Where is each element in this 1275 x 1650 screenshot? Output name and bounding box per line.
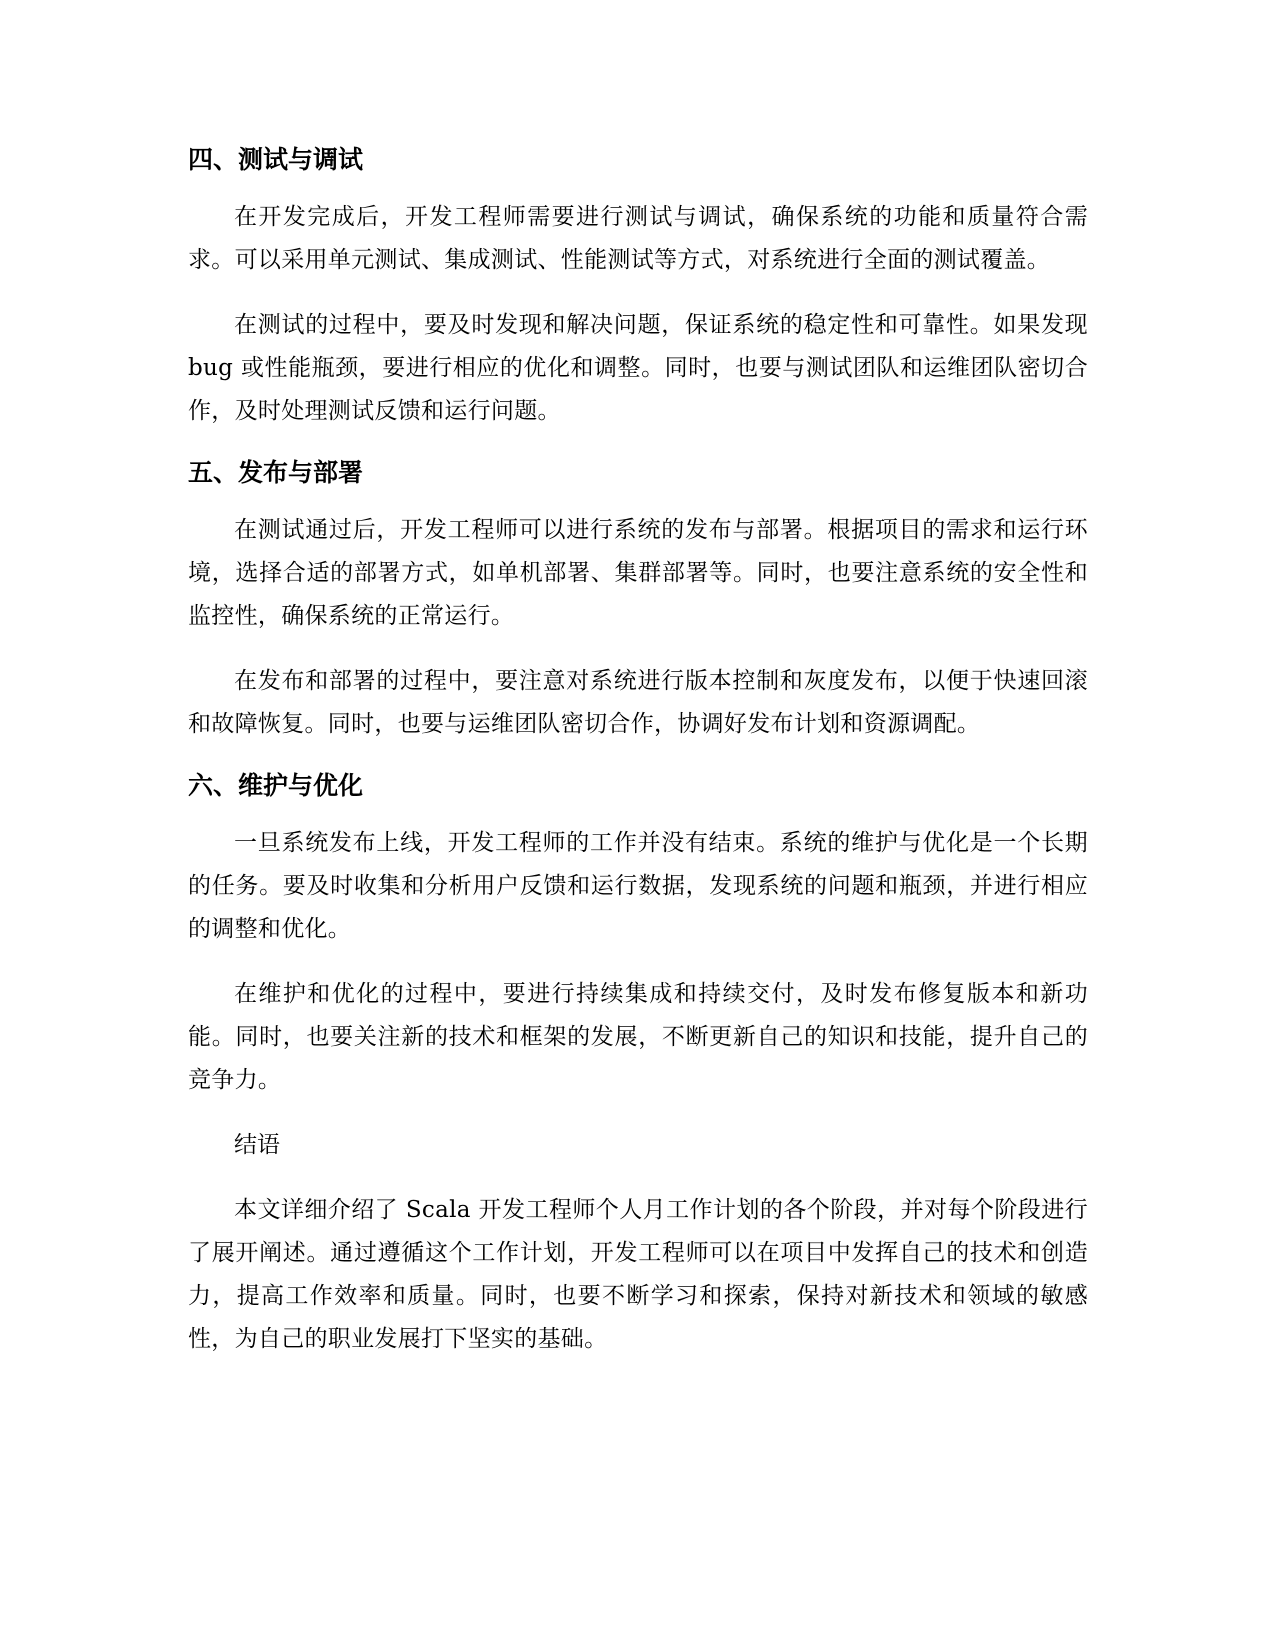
closing-paragraph: 本文详细介绍了 Scala 开发工程师个人月工作计划的各个阶段，并对每个阶段进行了展开阐述。通过遵循这个工作计划，开发工程师可以在项目中发挥自己的技术和创造力，提高工作效率和质量。同时，也要不断学习和探索，保持对新技术和领域的敏感性，为自己的职业发展打下坚实的基础。 [188, 1197, 1088, 1352]
paragraph: 在维护和优化的过程中，要进行持续集成和持续交付，及时发布修复版本和新功能。同时，也要关注新的技术和框架的发展，不断更新自己的知识和技能，提升自己的竞争力。 [188, 981, 1088, 1093]
paragraph: 在发布和部署的过程中，要注意对系统进行版本控制和灰度发布，以便于快速回滚和故障恢复。同时，也要与运维团队密切合作，协调好发布计划和资源调配。 [188, 668, 1088, 737]
paragraph: 一旦系统发布上线，开发工程师的工作并没有结束。系统的维护与优化是一个长期的任务。要及时收集和分析用户反馈和运行数据，发现系统的问题和瓶颈，并进行相应的调整和优化。 [188, 830, 1088, 942]
section-closing [188, 1124, 1088, 1361]
paragraph: 在测试通过后，开发工程师可以进行系统的发布与部署。根据项目的需求和运行环境，选择合适的部署方式，如单机部署、集群部署等。同时，也要注意系统的安全性和监控性，确保系统的正常运行。 [188, 517, 1088, 629]
section-release [188, 455, 1088, 746]
section-testing [188, 142, 1088, 433]
section-heading: 五、发布与部署 [188, 458, 364, 487]
section-heading: 六、维护与优化 [188, 771, 364, 800]
paragraph: 在测试的过程中，要及时发现和解决问题，保证系统的稳定性和可靠性。如果发现 bug 或性能瓶颈，要进行相应的优化和调整。同时，也要与测试团队和运维团队密切合作，及时处理测试反馈和运行问题。 [188, 312, 1088, 424]
document-body [188, 142, 1088, 1383]
section-heading: 四、测试与调试 [188, 145, 364, 174]
closing-label: 结语 [234, 1132, 280, 1158]
paragraph: 在开发完成后，开发工程师需要进行测试与调试，确保系统的功能和质量符合需求。可以采用单元测试、集成测试、性能测试等方式，对系统进行全面的测试覆盖。 [188, 204, 1088, 273]
section-maintenance [188, 768, 1088, 1102]
